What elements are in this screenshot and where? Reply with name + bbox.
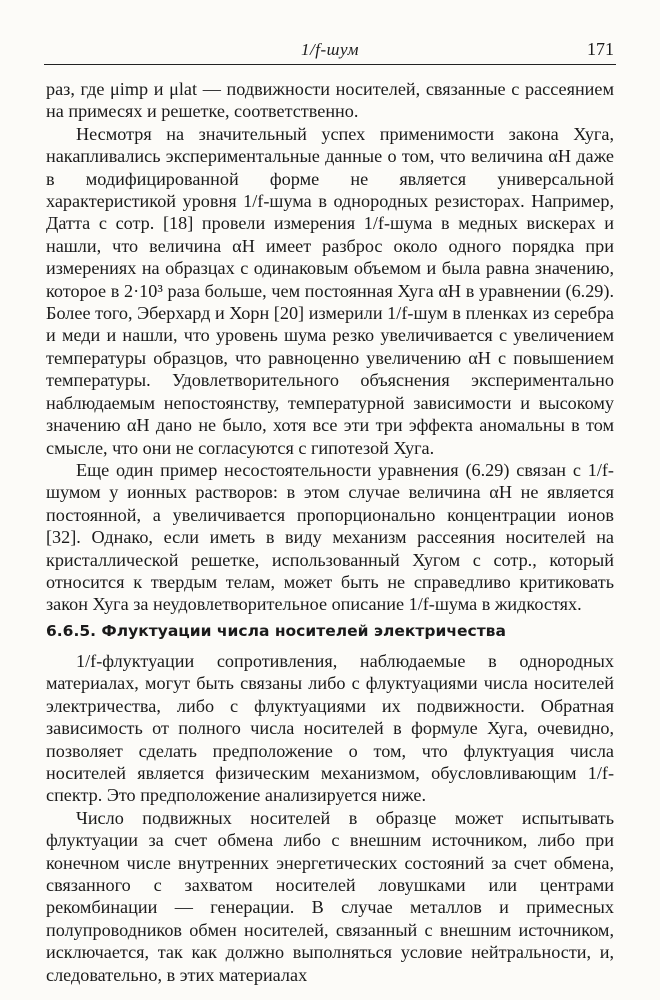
running-title: 1/f-шум: [301, 40, 359, 59]
section-heading: 6.6.5. Флуктуации числа носителей электричества: [46, 622, 506, 640]
running-header: [44, 38, 616, 65]
paragraph-2: Несмотря на значительный успех применимости закона Хуга, накапливались экспериментальные данные о том, что величина αH даже в модифицированной форме не является универсальной характеристикой уровня 1/f-шума в однородных резисторах. Например, Датта с сотр. [18] провели измерения 1/f-шума в медных вискерах и нашли, что величина αH имеет разброс около одного порядка при измерениях на образцах с одинаковым объемом и была равна значению, которое в 2·10³ раза больше, чем постоянная Хуга αH в уравнении (6.29). Более того, Эберхард и Хорн [20] измерили 1/f-шум в пленках из серебра и меди и нашли, что уровень шума резко увеличивается с увеличением температуры образцов, что равноценно увеличению αH с повышением температуры. Удовлетворительного объяснения экспериментально наблюдаемым непостоянству, температурной зависимости и высокому значению αH дано не было, хотя все эти три эффекта аномальны в том смысле, что они не согласуются с гипотезой Хуга.: [46, 123, 614, 458]
paragraph-5: Число подвижных носителей в образце может испытывать флуктуации за счет обмена либо с внешним источником, либо при конечном числе внутренних энергетических состояний за счет обмена, связанного с захватом носителей ловушками или центрами рекомбинации — генерации. В случае металлов и примесных полупроводников обмен носителей, связанный с внешним источником, исключается, так как должно выполняться условие нейтральности, и, следовательно, в этих материалах: [46, 807, 614, 985]
paragraph-3: Еще один пример несостоятельности уравнения (6.29) связан с 1/f-шумом у ионных растворов: в этом случае величина αH не является постоянной, а увеличивается пропорционально концентрации ионов [32]. Однако, если иметь в виду механизм рассеяния носителей на кристаллической решетке, использованный Хугом с сотр., который относится к твердым телам, может быть не справедливо критиковать закон Хуга за неудовлетворительное описание 1/f-шума в жидкостях.: [46, 459, 614, 615]
page-number: 171: [587, 39, 614, 59]
paragraph-1: раз, где μimp и μlat — подвижности носителей, связанные с рассеянием на примесях и решетке, соответственно.: [46, 79, 614, 122]
text-block-top: [46, 78, 614, 616]
paragraph-4: 1/f-флуктуации сопротивления, наблюдаемые в однородных материалах, могут быть связаны либо с флуктуациями числа носителей электричества, либо с флуктуациями их подвижности. Обратная зависимость от полного числа носителей в формуле Хуга, очевидно, позволяет сделать предположение о том, что флуктуация числа носителей является физическим механизмом, обусловливающим 1/f-спектр. Это предположение анализируется ниже.: [46, 651, 614, 806]
text-block-bottom: [46, 650, 614, 986]
